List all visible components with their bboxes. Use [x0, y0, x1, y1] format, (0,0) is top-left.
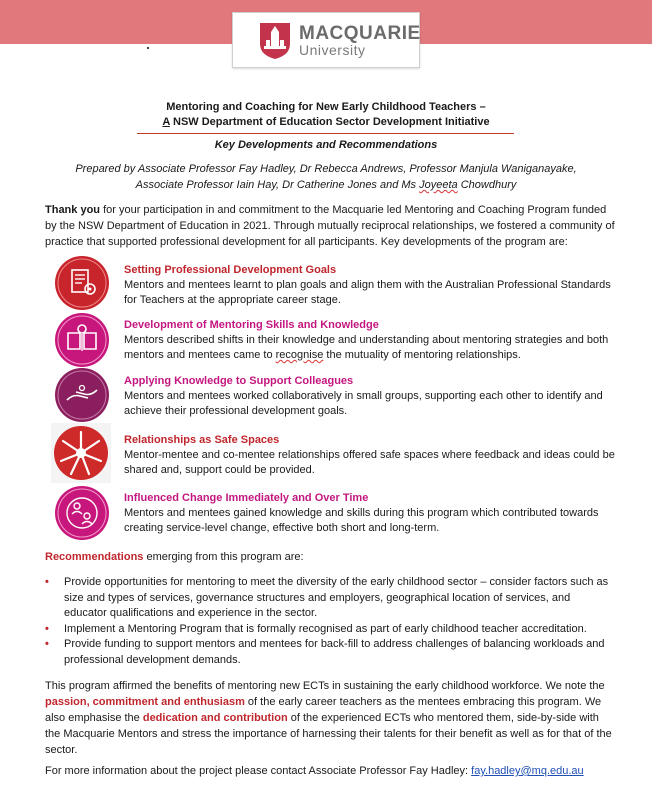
item-heading-goals: Setting Professional Development Goals — [124, 264, 337, 276]
item-body-change: Mentors and mentees gained knowledge and skills during this program which contributed towards creating service-level change, effective both short and long-term. — [124, 507, 599, 534]
item-body-safe-spaces: Mentor-mentee and co-mentee relationships offered safe spaces where feedback and ideas could be shared and, support could be provided. — [124, 449, 615, 476]
university-logo — [232, 12, 420, 68]
authors-line1: Prepared by Associate Professor Fay Hadley, Dr Rebecca Andrews, Professor Manjula Waniganayake, — [75, 163, 577, 175]
contact-line: For more information about the project please contact Associate Professor Fay Hadley: fay.hadley@mq.edu.au — [45, 765, 584, 777]
people-network-icon — [55, 486, 109, 540]
title-rest: NSW Department of Education Sector Development Initiative — [169, 116, 490, 128]
authors-line2: Associate Professor Iain Hay, Dr Catherine Jones and Ms Joyeeta Chowdhury — [135, 179, 517, 191]
list-item: • Provide funding to support mentors and mentees for back-fill to address challenges of balancing workloads and professional development demands. — [45, 637, 615, 668]
closing-paragraph: This program affirmed the benefits of mentoring new ECTs in sustaining the early childhood workforce. We note the passion, commitment and enthusiasm of the early career teachers as the mentees embracing this program. We also emphasise the dedication and contribution of the experienced ECTs who mentored them, side-by-side with the Macquarie Mentors and stress the importance of harnessing their talents for their benefit as well as for that of the sector. — [45, 680, 612, 756]
list-item: • Implement a Mentoring Program that is formally recognised as part of early childhood teacher accreditation. — [45, 622, 615, 638]
item-heading-safe-spaces: Relationships as Safe Spaces — [124, 434, 280, 446]
stray-mark — [147, 47, 149, 49]
page-title-line1: Mentoring and Coaching for New Early Childhood Teachers – — [166, 101, 486, 113]
item-body-applying: Mentors and mentees worked collaboratively in small groups, supporting each other to identify and achieve their professional development goals. — [124, 390, 603, 417]
item-heading-change: Influenced Change Immediately and Over Time — [124, 492, 369, 504]
shield-icon — [259, 22, 291, 60]
recommendations-list — [45, 575, 615, 668]
item-body-goals: Mentors and mentees learnt to plan goals and align them with the Australian Professional Standards for Teachers at the appropriate career stage. — [124, 279, 611, 306]
title-divider — [137, 133, 514, 134]
highlight-dedication: dedication and contribution — [142, 712, 288, 724]
open-book-icon — [55, 313, 109, 367]
intro-bold: Thank you — [45, 204, 101, 216]
contact-email-link[interactable]: fay.hadley@mq.edu.au — [471, 765, 584, 777]
list-item: • Provide opportunities for mentoring to meet the diversity of the early childhood sector – consider factors such as size and types of services, governance structures and employers, geographical location of services, and educator qualifications and experience in the sector. — [45, 575, 615, 622]
joined-hands-icon — [51, 423, 111, 483]
logo-sub: University — [299, 42, 366, 58]
recommendations-label: Recommendations — [45, 551, 144, 563]
title-initial: A — [162, 116, 170, 128]
item-body-skills: Mentors described shifts in their knowledge and understanding about mentoring strategies and both mentors and mentees came to recognise the mutuality of mentoring relationships. — [124, 334, 609, 361]
page-title-line2 — [0, 116, 652, 128]
intro-paragraph: Thank you for your participation in and commitment to the Macquarie led Mentoring and Coaching Program funded by the NSW Department of Education in 2021. Through mutually reciprocal relationships, we fostered a community of practice that supported professional development for all participants. Key developments of the program are: — [45, 204, 615, 248]
helping-hands-icon — [55, 368, 109, 422]
author-name-spellcheck: Joyeeta — [419, 179, 458, 191]
recommendations-intro: Recommendations emerging from this program are: — [45, 551, 304, 563]
goals-document-icon — [55, 256, 109, 310]
logo-name: MACQUARIE — [299, 23, 421, 44]
item-heading-applying: Applying Knowledge to Support Colleagues — [124, 375, 354, 387]
highlight-passion: passion, commitment and enthusiasm — [45, 696, 245, 708]
item-heading-skills: Development of Mentoring Skills and Knowledge — [124, 319, 379, 331]
spellcheck-word: recognise — [275, 349, 324, 361]
page-subtitle: Key Developments and Recommendations — [214, 139, 438, 151]
